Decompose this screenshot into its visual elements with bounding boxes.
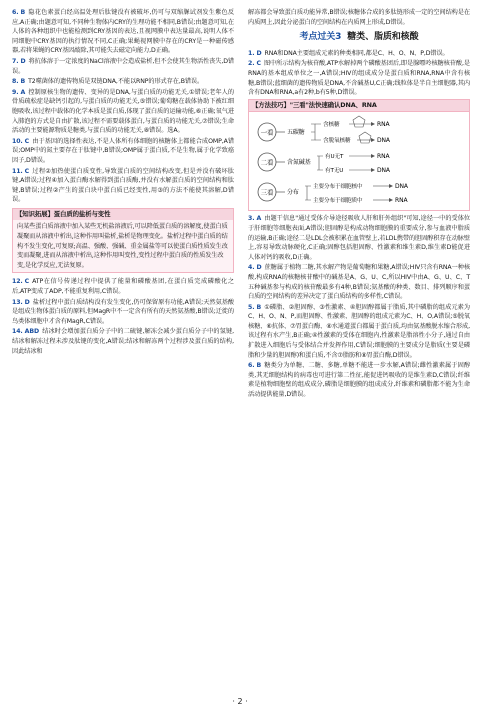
answer-item [248, 303, 470, 361]
answer-item [12, 88, 234, 136]
left-column [12, 8, 234, 357]
question-number: 2. [248, 60, 255, 68]
question-number: 6. [248, 362, 255, 370]
section-title [248, 33, 470, 43]
result-deoxyribose: 含脱氧核糖 [323, 138, 351, 145]
section-tag: 考点过关3 [299, 32, 342, 43]
type-dna-3: DNA [395, 183, 408, 191]
node-distribution: 分布 [287, 189, 299, 197]
answer-item [248, 59, 470, 97]
type-rna-2: RNA [377, 153, 390, 161]
answer-item [12, 8, 234, 56]
answer-letter: D [256, 49, 262, 57]
section-heading: 糖类、脂质和核酸 [347, 32, 419, 43]
type-dna-2: DNA [377, 167, 390, 175]
result-ribose: 含核糖 [323, 122, 340, 129]
explanation-text: 由题干信息"通过受体介导途径吸收人肝和肝外组织"可知,途径一中的受体位于肝细胞等细胞表面,A错误;胆固醇是构成动物细胞膜的重要成分,参与血液中脂质的运输,B正确;途径二是LDL会被积累在血管壁上,若LDL携带的胆固醇积存在动脉壁上,容易导致动脉硬化,C正确;固醇包括胆固醇、性激素和维生素D,维生素D能促进人体对钙的吸收,D正确。 [248, 215, 470, 261]
result-nucleus: 主要分布于细胞核中 [313, 184, 363, 191]
answer-letter: C [24, 167, 30, 175]
node-base: 含氮碱基 [287, 159, 311, 167]
explanation-text: 糖类分为单糖、二糖、多糖,单糖不能进一步水解,A错误;雌性激素属于固醇类,其无细胞结构的病毒也可进行第二性征,能促进钙吸收的是维生素D,C错误;纤维素是植物细胞壁的组成成分,磷脂是细胞膜的组成成分,纤维素和磷脂都不能为生命活动提供能量,D错误。 [248, 362, 470, 399]
question-number: 3. [248, 215, 255, 223]
question-number: 4. [248, 264, 255, 272]
question-number: 6. [12, 9, 19, 16]
explanation-text: ATP在信号传递过程中提供了能量和磷酸基团,在蛋白质完成磷酸化之后,ATP变成了ADP,不能重复利用,C错误。 [12, 278, 234, 296]
answer-letter: D [256, 264, 262, 272]
answer-item [12, 77, 234, 87]
three-look-diagram [248, 112, 470, 211]
explanation-text: 隐花色素蛋白经高温处理后肽键没有被破坏,仍可与双缩脲试剂发生紫色反应,A正确;由题意可知,不同种生物体内CRY的生理功能不相同,B错误;由题意可知,在人体的各种组织中也能检测到CRY基因的表达,且视网膜中表达量最高,说明人体不同细胞中CRY基因的执行情况不同,C正确;果蝇视网膜中存在的CRY是一种磁传感器,若将果蝇的CRY基因敲除,其可能失去磁定向能力,D正确。 [12, 9, 234, 55]
answer-letter: A [20, 88, 26, 96]
explanation-text: 结冰时会增加蛋白质分子中的二硫键,解冻会减少蛋白质分子中的氢键,结冰和解冻过程未涉及肽键的变化,A错误;结冰和解冻两个过程涉及蛋白质的结构,因此结冰和 [12, 328, 234, 355]
question-number: 13. [12, 298, 23, 306]
question-number: 10. [12, 137, 23, 145]
knowledge-box-body: 向某些蛋白质溶液中加入某些无机盐溶液后,可以降低蛋白质的溶解度,使蛋白质凝聚而从溶液中析出,这种作用叫盐析,盐析是物理变化。盐析过程中蛋白质的结构不发生变化,可复原;高温、强酸、强碱、重金属盐等可以使蛋白质性质发生改变而凝聚,进而从溶液中析出,这种作用叫变性,变性过程中蛋白质的性质发生改变,是化学反应,无法复原。 [17, 223, 228, 269]
answer-letter: B [20, 78, 26, 86]
answer-item [12, 327, 234, 356]
deoxyribose-ring-icon [359, 132, 371, 143]
answer-letter: C [24, 137, 30, 145]
node-sugar: 五碳糖 [287, 129, 305, 137]
question-number: 11. [12, 167, 23, 175]
explanation-text: RNA和DNA主要组成元素的种类相同,都是C、H、O、N、P,D错误。 [264, 49, 449, 57]
look-two-label: 二看 [260, 158, 274, 167]
answer-letter: D [24, 298, 30, 306]
three-look-diagram-svg [249, 112, 471, 210]
answer-item [248, 214, 470, 262]
look-three-label: 三看 [260, 188, 274, 197]
knowledge-box [12, 208, 234, 274]
explanation-text: ①磷脂、②胆固醇、③性激素、④胆固醇都属于脂质,其中磷脂的组成元素为C、H、O、N、P,而胆固醇、性激素、胆固醇的组成元素为C、H、O,A错误;⑤脱氧核糖、⑥抗体、⑦胃蛋白酶、⑧水通道蛋白都属于蛋白质,均由氨基酸脱水缩合形成,该过程有水产生,B正确;④性激素的受体在细胞内,性激素是脂溶性小分子,通过自由扩散进入细胞后与受体结合并发挥作用,C错误;细胞膜的主要成分是脂质(主要是磷脂和少量的胆固醇)和蛋白质,不含⑦脂肪和⑧胃蛋白酶,D错误。 [248, 303, 470, 359]
question-number: 5. [248, 303, 255, 311]
answer-letter: A [256, 215, 262, 223]
answer-item [12, 57, 234, 76]
explanation-text: 图中所示结构为核苷酸,ATP水解掉两个磷酸基团后,即是腺嘌呤核糖核苷酸,是RNA的基本组成单位之一,A错误;HIV的组成成分是蛋白质和RNA,RNA中含有核糖,B错误;蓝细菌的遗传物质是DNA,不含碱基U,C正确;线粒体是半自主细胞器,其内含有DNA和RNA,a有2种,b有5种,D错误。 [248, 60, 470, 97]
answer-item [12, 298, 234, 327]
explanation-text: T2噬菌体的遗传物质是双链DNA,不能以RNP的形式存在,B错误。 [28, 78, 204, 86]
answer-letter: B [256, 303, 262, 311]
explanation-text: 蔗糖属于植物二糖,其水解产物是葡萄糖和果糖,A错误;HIV只含有RNA一种核酸,构成RNA的核糖核苷酸中的碱基是A、G、U、C,所以HIV中由A、G、U、C、T五种碱基参与构成的核苷酸最多有4种,B错误;氨基酸的种类、数目、排列顺序和蛋白质的空间结构的差异决定了蛋白质结构的多样性,C错误。 [248, 264, 470, 301]
type-rna-1: RNA [377, 121, 390, 129]
question-number: 8. [12, 78, 19, 86]
answer-letter: B [20, 9, 26, 16]
type-rna-3: RNA [395, 197, 408, 205]
continued-text: 解冻都会导致蛋白质功能异常,B错误;核糖体合成的多肽链形成一定的空间结构是在内质网上,因此分泌蛋白的空间结构在内质网上形成,D错误。 [248, 9, 470, 26]
answer-letter: C [24, 278, 30, 286]
answer-item [248, 361, 470, 399]
type-dna-1: DNA [377, 137, 390, 145]
ribose-ring-icon [353, 116, 365, 127]
explanation-text: 控制原核生物的遗传、变异的是DNA,与蛋白质的功能无关,①错误;老年人的骨质疏松症是缺钙引起的,与蛋白质的功能无关,⑤错误;葡萄糖在载体协助下被红细胞吸收,该过程中载体的化学本质是蛋白质,体现了蛋白质的运输功能,⑥正确;氧气进入肺泡的方式是自由扩散,该过程不需要载体蛋白,与蛋白质的功能无关,⑦错误;生命活动的主要能源物质是糖类,与蛋白质的功能无关,⑧错误。选A。 [12, 88, 234, 135]
look-one-label: 一看 [260, 128, 274, 137]
question-number: 1. [248, 49, 255, 57]
result-u-no-t: 有U无T [325, 154, 344, 161]
answer-letter: ABD [24, 328, 40, 336]
answer-item [248, 263, 470, 301]
explanation-text: 将抗体溶于一定浓度的NaCl溶液中会造成盐析,但不会使其生物活性丧失,D错误。 [12, 57, 234, 75]
answer-item [12, 277, 234, 296]
question-number: 12. [12, 278, 23, 286]
question-number: 9. [12, 88, 19, 96]
answer-item [248, 49, 470, 59]
explanation-text: 过程②加热使蛋白质变性,导致蛋白质的空间结构改变,但是并没有破坏肽键,A错误;过程④加入蛋白酶水解得到蛋白质酶,并没有水解蛋白质的空间结构和肽键,B错误;过程②产生的蛋白块中蛋白质已经变性,用③的方法不能使其溶解,D错误。 [12, 167, 234, 204]
question-number: 14. [12, 328, 23, 336]
question-number: 7. [12, 57, 19, 65]
answer-letter: C [256, 60, 261, 68]
knowledge-box-title: 【知识拓展】蛋白质的盐析与变性 [13, 209, 233, 221]
answer-item [12, 167, 234, 205]
answer-letter: B [256, 362, 262, 370]
page-number: · 2 · [232, 697, 248, 706]
result-cytoplasm: 主要分布于细胞质中 [313, 198, 363, 205]
answer-letter: D [20, 57, 26, 65]
explanation-text: 盐析过程中蛋白质结构没有发生变化,仍可保留原有功能,A错误;天然氨基酸是组成生物体蛋白质的原料,但MagR中不一定含有所有的天然氨基酸,B错误;迁徙的鸟类体细胞中才含有MagR,C错误。 [12, 298, 234, 325]
right-column [248, 8, 470, 401]
answer-item [12, 137, 234, 166]
method-tip-title: 【方法技巧】"三看"法快速确认DNA、RNA [248, 99, 470, 113]
result-t-no-u: 有T无U [325, 168, 344, 175]
explanation-text: 由于基因的选择性表达,不是人体所有体细胞的核糖体上都能合成OMP,A错误;OMP中的氮主要存在于肽键中,B错误;OMP属于蛋白质,不是生物,属于化学致癌因子,D错误。 [12, 137, 234, 164]
